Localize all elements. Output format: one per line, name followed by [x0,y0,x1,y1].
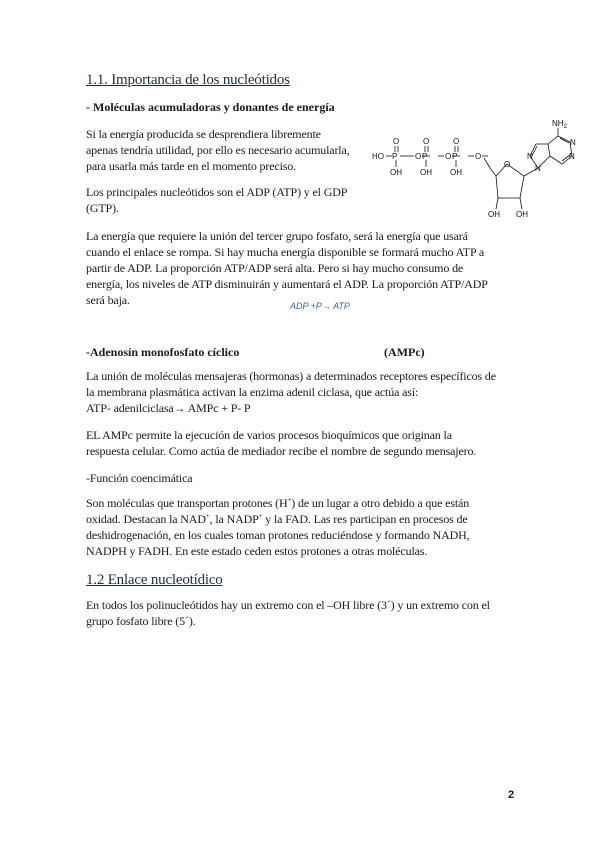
paragraph-energia-libre [86,126,350,174]
label-oh2: OH [420,168,432,177]
section-title-importancia: 1.1. Importancia de los nucleótidos [86,72,290,88]
text-line [86,511,470,527]
label-oh-ribose2: OH [516,210,528,219]
label-o1: O [393,137,400,146]
label-n3: N [569,152,575,161]
heading-adenosin-monofosfato: -Adenosín monofosfato cíclico [86,345,240,359]
label-oh1: OH [390,168,402,177]
label-o-bridge3: O [475,152,482,161]
label-o2: O [423,137,430,146]
subheading-moleculas-energia: - Moléculas acumuladoras y donantes de energía [86,100,335,114]
text-line: NADPH y FADH. En este estado ceden estos protones a otras moléculas. [86,544,428,558]
formula-adp-atp: ADP +P→ ATP [290,301,350,311]
label-o3: O [453,137,460,146]
label-o-bridge1: O [415,152,422,161]
label-n1: N [570,138,576,147]
paragraph-transporte-protones [86,495,470,559]
paragraph-tercer-fosfato [86,228,488,308]
label-nh: NH [552,119,564,128]
text-line: partir de ADP. La proporción ATP/ADP será alta. Pero si hay mucho consumo de [86,261,464,275]
label-ho: HO [372,152,384,161]
label-p2: P [422,152,428,161]
text-run: , la NADP [209,512,259,526]
label-n7: N [527,152,533,161]
label-oh-ribose1: OH [488,210,500,219]
text-line: La energía que requiere la unión del tercer grupo fosfato, será la energía que usará [86,229,468,243]
text-line: la membrana plasmática activan la enzima adenil ciclasa, que actúa así: [86,385,419,399]
label-p1: P [392,152,398,161]
text-line: Los principales nucleótidos son el ADP (ATP) y el GDP [86,185,348,199]
label-p3: P [452,152,458,161]
text-line: (GTP). [86,201,119,215]
heading-ampc-abbrev: (AMPc) [384,345,425,359]
paragraph-principales-nucleotidos [86,184,347,216]
text-line: para usarla más tarde en el momento preciso. [86,159,296,173]
section-title-enlace: 1.2 Enlace nucleotídico [86,572,223,588]
paragraph-ampc-procesos [86,427,476,459]
atp-bonds [386,128,572,209]
label-oh3: OH [450,168,462,177]
label-o-ring: O [504,160,511,169]
paragraph-moleculas-mensajeras [86,368,496,416]
superscript-plus: + [205,512,210,520]
text-run: ) de un lugar a otro debido a que están [291,496,470,510]
label-nh2-subscript: 2 [563,124,567,130]
page-number: 2 [508,789,515,801]
subheading-funcion-coencimatica: -Función coencimática [86,471,193,485]
text-run: oxidad. Destacan la NAD [86,512,206,526]
text-line: En todos los polinucleótidos hay un extremo con el –OH libre (3´) y un extremo con el [86,598,490,612]
text-line: ATP- adenilciclasa→ AMPc + P- P [86,401,251,415]
text-line: Si la energía producida se desprendiera libremente [86,127,321,141]
text-line: cuando el enlace se rompa. Si hay mucha energía disponible se formará mucho ATP a [86,245,485,259]
paragraph-polinucleotidos [86,597,490,629]
text-line: La unión de moléculas mensajeras (hormonas) a determinados receptores específicos de [86,369,496,383]
text-line: grupo fosfato libre (5´). [86,614,196,628]
superscript-plus: + [287,496,292,504]
text-run: y la FAD. Las res participan en procesos de [262,512,468,526]
atp-molecule-diagram [370,112,586,220]
label-nh2 [552,119,568,130]
text-line [86,495,470,511]
text-line: energía, los niveles de ATP disminuirán y aumentará el ADP. La proporción ATP/ADP [86,277,488,291]
text-line: EL AMPc permite la ejecución de varios procesos bioquímicos que originan la [86,428,452,442]
text-line: apenas tendría utilidad, por ello es necesario acumularla, [86,143,350,157]
text-run: Son moléculas que transportan protones (H [86,496,288,510]
label-o-bridge2: O [445,152,452,161]
text-line: deshidrogenación, en los cuales toman protones reduciéndose y formando NADH, [86,528,470,542]
text-line: respuesta celular. Como actúa de mediador recibe el nombre de segundo mensajero. [86,444,477,458]
superscript-plus: + [258,512,263,520]
label-n9: N [535,164,541,173]
text-line: será baja. [86,293,130,307]
